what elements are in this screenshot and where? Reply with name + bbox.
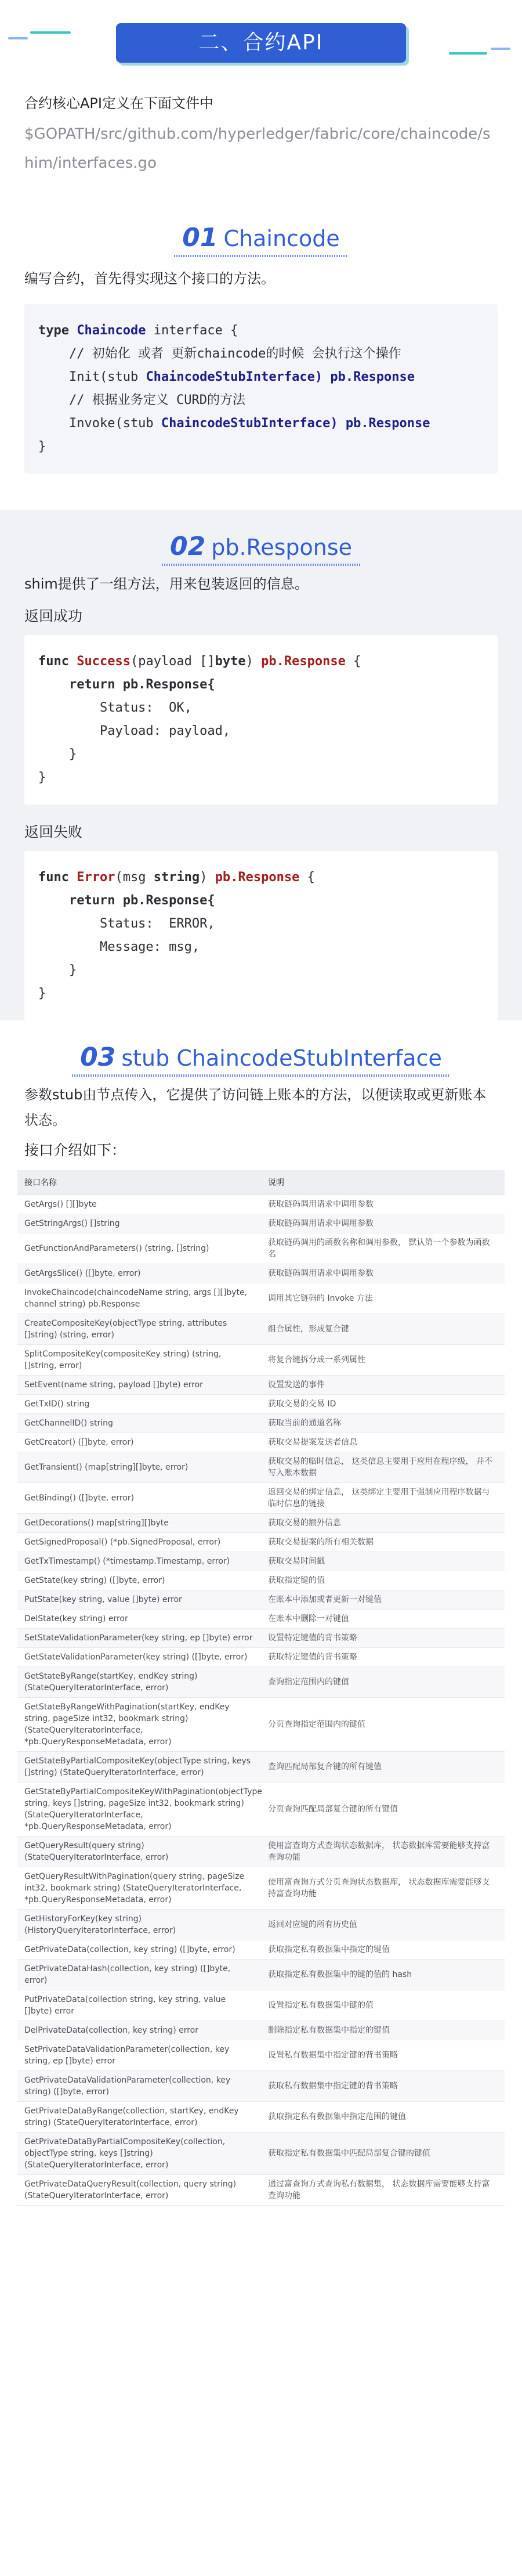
table-row — [17, 1283, 505, 1314]
table-row — [17, 1836, 505, 1867]
table-body — [17, 1195, 505, 2205]
section-heading: Chaincode — [223, 226, 340, 251]
method-signature: GetPrivateDataByPartialCompositeKey(collection, objectType string, keys []string) (StateQueryIteratorInterface, error) — [17, 2132, 261, 2174]
decor-line — [30, 31, 71, 34]
intro-section — [0, 0, 522, 210]
method-description: 获取链码调用的函数名称和调用参数， 默认第一个参数为函数名 — [261, 1233, 505, 1264]
table-row — [17, 1959, 505, 1990]
decor-line — [8, 37, 28, 39]
error-label: 返回失败 — [24, 824, 83, 840]
method-description: 获取指定私有数据集中匹配局部复合键的键值 — [261, 2132, 505, 2174]
hero-band — [0, 0, 522, 74]
method-signature: GetState(key string) ([]byte, error) — [17, 1571, 261, 1590]
section-number: 01 — [182, 223, 218, 252]
method-signature: GetTxID() string — [17, 1394, 261, 1413]
table-row — [17, 2021, 505, 2040]
section-title — [0, 210, 522, 259]
method-description: 通过富查询方式查询私有数据集， 状态数据库需要能够支持富查询功能 — [261, 2174, 505, 2205]
table-row — [17, 1375, 505, 1394]
method-description: 获取指定私有数据集中的键的值的 hash — [261, 1959, 505, 1990]
section-title — [0, 519, 522, 568]
method-description: 将复合键拆分成一系列属性 — [261, 1344, 505, 1375]
table-row — [17, 1513, 505, 1532]
table-row — [17, 1452, 505, 1482]
table-row — [17, 1697, 505, 1751]
table-row — [17, 1867, 505, 1909]
method-description: 获取交易时间戳 — [261, 1552, 505, 1571]
table-row — [17, 1433, 505, 1452]
method-description: 删除指定私有数据集中指定的键值 — [261, 2021, 505, 2040]
method-signature: GetStringArgs() []string — [17, 1214, 261, 1233]
success-label: 返回成功 — [24, 608, 83, 625]
table-row — [17, 1647, 505, 1666]
table-row — [17, 1751, 505, 1782]
method-signature: GetPrivateDataQueryResult(collection, query string) (StateQueryIteratorInterface, error) — [17, 2174, 261, 2205]
method-signature: CreateCompositeKey(objectType string, attributes []string) (string, error) — [17, 1314, 261, 1344]
method-signature: InvokeChaincode(chaincodeName string, args [][]byte, channel string) pb.Response — [17, 1283, 261, 1314]
method-signature: GetStateByPartialCompositeKey(objectType string, keys []string) (StateQueryIteratorInterface, error) — [17, 1751, 261, 1782]
method-signature: GetBinding() ([]byte, error) — [17, 1482, 261, 1513]
table-row — [17, 1666, 505, 1697]
section-heading: stub ChaincodeStubInterface — [121, 1045, 442, 1071]
method-description: 获取当前的通道名称 — [261, 1413, 505, 1433]
method-description: 设置特定键值的背书策略 — [261, 1628, 505, 1647]
method-description: 使用富查询方式分页查询状态数据库， 状态数据库需要能够支持富查询功能 — [261, 1867, 505, 1909]
method-signature: GetStateValidationParameter(key string) ([]byte, error) — [17, 1647, 261, 1666]
method-signature: GetTransient() (map[string][]byte, error) — [17, 1452, 261, 1482]
method-signature: GetHistoryForKey(key string) (HistoryQueryIteratorInterface, error) — [17, 1909, 261, 1940]
method-description: 获取链码调用请求中调用参数 — [261, 1264, 505, 1283]
code-block-error: func Error(msg string) pb.Response { return pb.Response{ Status: ERROR, Message: msg, } } — [24, 851, 498, 1020]
table-row — [17, 2101, 505, 2132]
table-row — [17, 1195, 505, 1214]
method-signature: GetQueryResultWithPagination(query string, pageSize int32, bookmark string) (StateQueryIteratorInterface, *pb.QueryResponseMetadata, error) — [17, 1867, 261, 1909]
method-description: 返回交易的绑定信息， 这类绑定主要用于强制应用程序数据与临时信息的链接 — [261, 1482, 505, 1513]
table-row — [17, 1394, 505, 1413]
section-number: 02 — [169, 532, 206, 561]
table-header-row — [17, 1170, 505, 1195]
method-signature: GetFunctionAndParameters() (string, []string) — [17, 1233, 261, 1264]
table-row — [17, 1214, 505, 1233]
method-signature: GetArgs() [][]byte — [17, 1195, 261, 1214]
method-signature: GetStateByRangeWithPagination(startKey, endKey string, pageSize int32, bookmark string) (StateQueryIteratorInterface, *pb.QueryResponseMetadata, error) — [17, 1697, 261, 1751]
decor-line — [449, 52, 487, 55]
method-signature: GetStateByPartialCompositeKeyWithPagination(objectType string, keys []string, pageSize int32, bookmark string) (StateQueryIteratorInterface, *pb.QueryResponseMetadata, error) — [17, 1782, 261, 1836]
method-signature: PutState(key string, value []byte) error — [17, 1590, 261, 1609]
method-description: 获取链码调用请求中调用参数 — [261, 1195, 505, 1214]
method-signature: DelState(key string) error — [17, 1609, 261, 1628]
method-description: 获取特定键值的背书策略 — [261, 1647, 505, 1666]
method-description: 在账本中删除一对键值 — [261, 1609, 505, 1628]
section-response — [0, 510, 522, 1020]
method-description: 设置私有数据集中指定键的背书策略 — [261, 2040, 505, 2070]
method-description: 获取指定键的值 — [261, 1571, 505, 1590]
method-signature: GetStateByRange(startKey, endKey string) (StateQueryIteratorInterface, error) — [17, 1666, 261, 1697]
table-row — [17, 1940, 505, 1959]
method-signature: GetPrivateDataHash(collection, key string) ([]byte, error) — [17, 1959, 261, 1990]
table-row — [17, 1532, 505, 1552]
section-heading: pb.Response — [211, 535, 353, 560]
table-row — [17, 2132, 505, 2174]
section-stub — [0, 1020, 522, 2576]
method-description: 调用其它链码的 Invoke 方法 — [261, 1283, 505, 1314]
method-signature: GetArgsSlice() ([]byte, error) — [17, 1264, 261, 1283]
method-signature: GetPrivateData(collection, key string) ([]byte, error) — [17, 1940, 261, 1959]
interface-table — [17, 1170, 505, 2206]
method-description: 设置发送的事件 — [261, 1375, 505, 1394]
method-signature: SplitCompositeKey(compositeKey string) (string, []string, error) — [17, 1344, 261, 1375]
section-desc: 参数stub由节点传入，它提供了访问链上账本的方法，以便读取或更新账本状态。 — [24, 1087, 487, 1128]
method-signature: GetChannelID() string — [17, 1413, 261, 1433]
method-description: 查询指定范围内的键值 — [261, 1666, 505, 1697]
table-row — [17, 1909, 505, 1940]
method-description: 设置指定私有数据集中键的值 — [261, 1990, 505, 2021]
method-description: 获取交易的交易 ID — [261, 1394, 505, 1413]
table-row — [17, 1264, 505, 1283]
method-signature: GetPrivateDataValidationParameter(collection, key string) ([]byte, error) — [17, 2070, 261, 2101]
table-row — [17, 2040, 505, 2070]
table-row — [17, 1413, 505, 1433]
table-row — [17, 2174, 505, 2205]
code-block-chaincode: type Chaincode interface { // 初始化 或者 更新chaincode的时候 会执行这个操作 Init(stub ChaincodeStubInterface) pb.Response // 根据业务定义 CURD的方法 Invoke(stub ChaincodeStubInterface) pb.Response } — [24, 304, 498, 474]
method-description: 获取交易提案发送者信息 — [261, 1433, 505, 1452]
table-row — [17, 1590, 505, 1609]
method-signature: GetDecorations() map[string][]byte — [17, 1513, 261, 1532]
method-description: 在账本中添加或者更新一对键值 — [261, 1590, 505, 1609]
method-description: 返回对应键的所有历史值 — [261, 1909, 505, 1940]
method-description: 获取指定私有数据集中指定范围的键值 — [261, 2101, 505, 2132]
intro-text: 合约核心API定义在下面文件中 — [24, 95, 213, 111]
page-title: 二、合约API — [116, 23, 406, 63]
table-row — [17, 1990, 505, 2021]
method-signature: SetPrivateDataValidationParameter(collection, key string, ep []byte) error — [17, 2040, 261, 2070]
method-description: 获取交易提案的所有相关数据 — [261, 1532, 505, 1552]
section-title — [0, 1030, 522, 1078]
method-description: 组合属性，形成复合键 — [261, 1314, 505, 1344]
method-signature: GetQueryResult(query string) (StateQueryIteratorInterface, error) — [17, 1836, 261, 1867]
table-row — [17, 1314, 505, 1344]
table-row — [17, 1609, 505, 1628]
method-signature: GetCreator() ([]byte, error) — [17, 1433, 261, 1452]
method-signature: GetTxTimestamp() (*timestamp.Timestamp, error) — [17, 1552, 261, 1571]
method-description: 获取交易的额外信息 — [261, 1513, 505, 1532]
method-description: 使用富查询方式查询状态数据库， 状态数据库需要能够支持富查询功能 — [261, 1836, 505, 1867]
table-row — [17, 1482, 505, 1513]
section-chaincode — [0, 210, 522, 510]
method-description: 获取链码调用请求中调用参数 — [261, 1214, 505, 1233]
section-number: 03 — [80, 1042, 116, 1072]
method-signature: SetEvent(name string, payload []byte) error — [17, 1375, 261, 1394]
table-row — [17, 1552, 505, 1571]
method-description: 分页查询匹配局部复合键的所有键值 — [261, 1782, 505, 1836]
method-signature: GetSignedProposal() (*pb.SignedProposal, error) — [17, 1532, 261, 1552]
table-row — [17, 2070, 505, 2101]
method-description: 查询匹配局部复合键的所有键值 — [261, 1751, 505, 1782]
table-row — [17, 1628, 505, 1647]
decor-line — [491, 48, 510, 50]
table-row — [17, 1233, 505, 1264]
method-description: 获取指定私有数据集中指定的键值 — [261, 1940, 505, 1959]
section-desc: shim提供了一组方法，用来包装返回的信息。 — [24, 576, 309, 592]
method-description: 获取私有数据集中指定键的背书策略 — [261, 2070, 505, 2101]
section-desc: 编写合约，首先得实现这个接口的方法。 — [24, 270, 275, 287]
method-signature: DelPrivateData(collection, key string) error — [17, 2021, 261, 2040]
table-row — [17, 1571, 505, 1590]
column-header-desc: 说明 — [261, 1170, 505, 1195]
interface-intro: 接口介绍如下： — [24, 1142, 126, 1159]
column-header-name: 接口名称 — [17, 1170, 261, 1195]
code-block-success: func Success(payload []byte) pb.Response { return pb.Response{ Status: OK, Payload: payload, } } — [24, 635, 498, 804]
method-signature: GetPrivateDataByRange(collection, startKey, endKey string) (StateQueryIteratorInterface, error) — [17, 2101, 261, 2132]
method-description: 获取交易的临时信息， 这类信息主要用于应用在程序级， 并不写入账本数据 — [261, 1452, 505, 1482]
method-description: 分页查询指定范围内的键值 — [261, 1697, 505, 1751]
table-row — [17, 1782, 505, 1836]
method-signature: SetStateValidationParameter(key string, ep []byte) error — [17, 1628, 261, 1647]
method-signature: PutPrivateData(collection string, key string, value []byte) error — [17, 1990, 261, 2021]
table-row — [17, 1344, 505, 1375]
interfaces-path: $GOPATH/src/github.com/hyperledger/fabric/core/chaincode/shim/interfaces.go — [24, 125, 491, 172]
